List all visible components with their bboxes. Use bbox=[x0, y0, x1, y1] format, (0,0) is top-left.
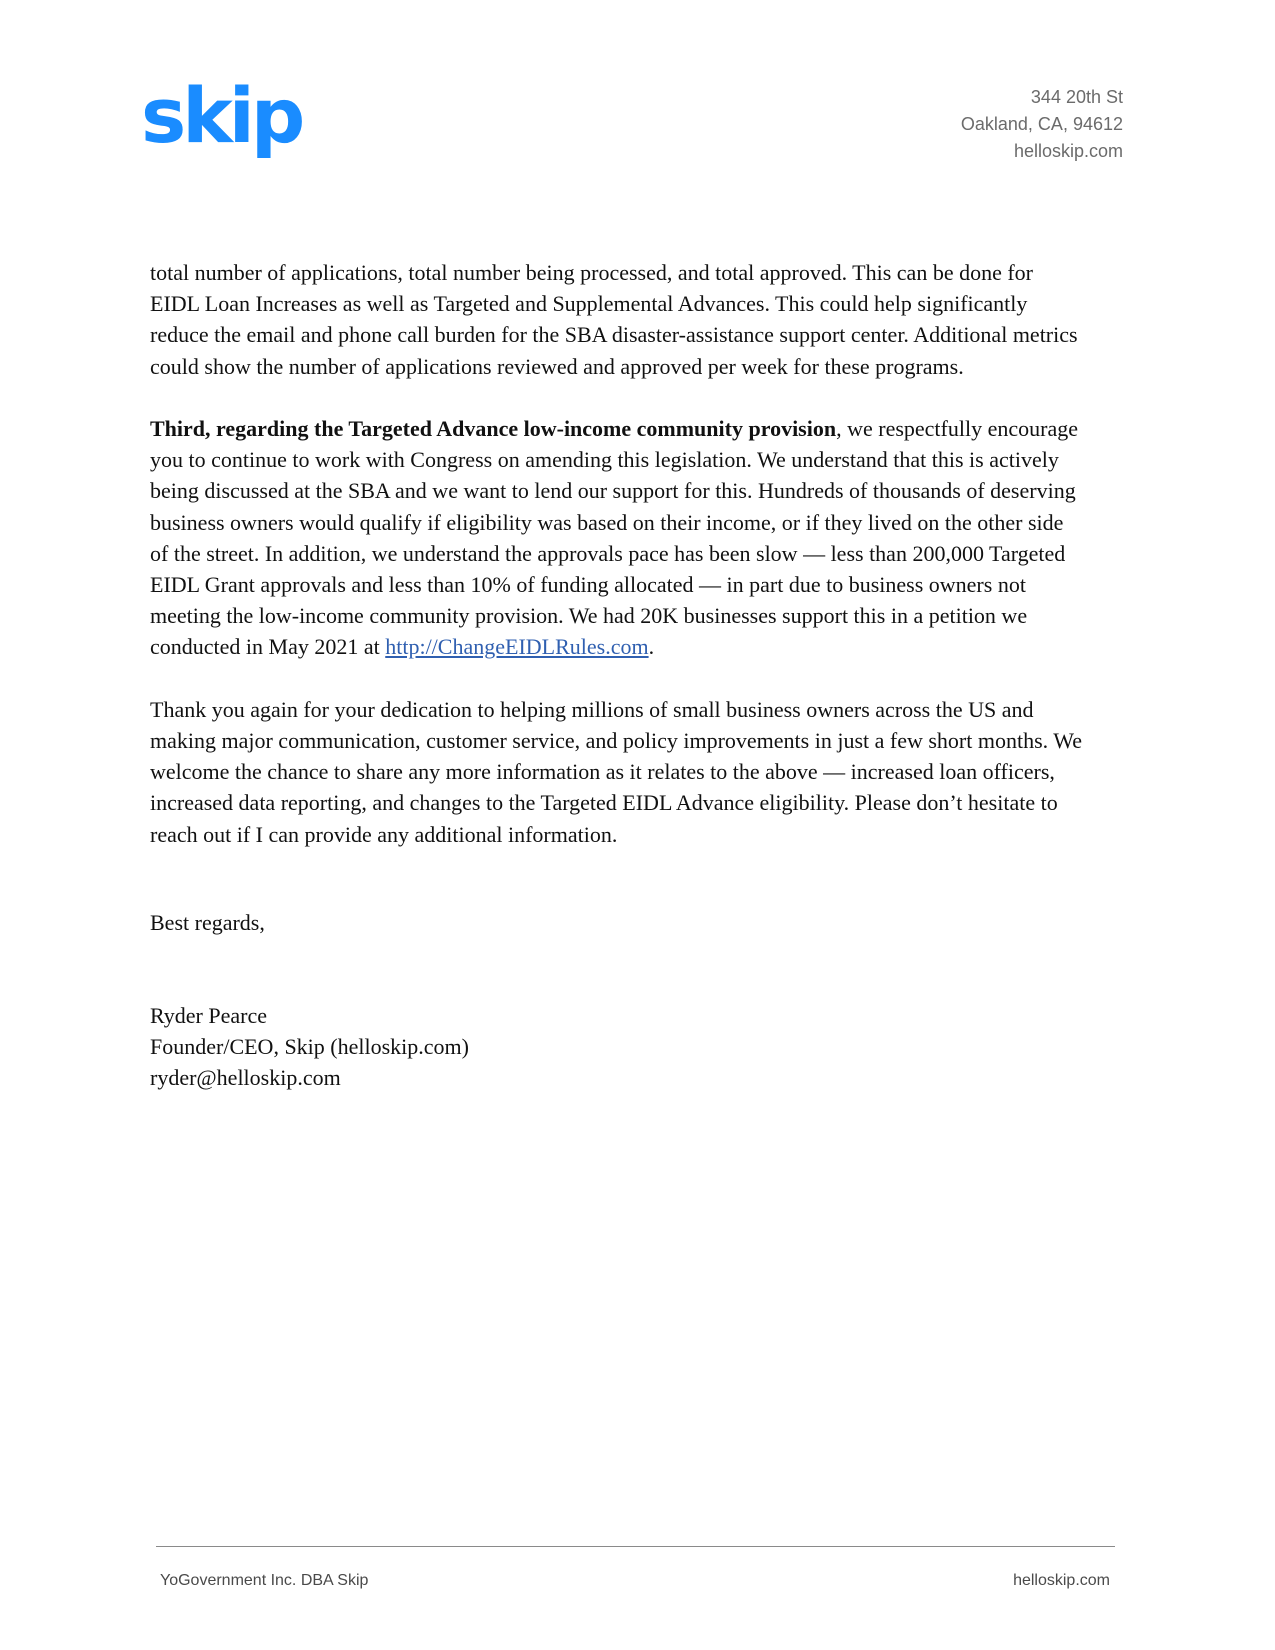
address-website: helloskip.com bbox=[1013, 141, 1123, 161]
petition-link[interactable]: http://ChangeEIDLRules.com bbox=[385, 634, 649, 660]
text-line: reduce the email and phone call burden for the SBA disaster-assistance support center. Additional metrics bbox=[150, 322, 1078, 348]
text-line: meeting the low-income community provision. We had 20K businesses support this in a petition we bbox=[150, 603, 1028, 629]
signer-title: Founder/CEO, Skip (helloskip.com) bbox=[150, 1034, 469, 1060]
signature-block bbox=[150, 1000, 469, 1094]
text-line: could show the number of applications reviewed and approved per week for these programs. bbox=[150, 353, 964, 379]
text-line: EIDL Loan Increases as well as Targeted and Supplemental Advances. This could help significantly bbox=[150, 291, 1028, 317]
signer-email: ryder@helloskip.com bbox=[150, 1065, 341, 1091]
text-line: welcome the chance to share any more information as it relates to the above — increased loan officers, bbox=[150, 759, 1055, 785]
text-fragment: . bbox=[648, 634, 655, 660]
text-line: making major communication, customer service, and policy improvements in just a few short months. We bbox=[150, 728, 1083, 754]
text-line: EIDL Grant approvals and less than 10% of funding allocated — in part due to business owners not bbox=[150, 572, 1026, 598]
text-line: being discussed at the SBA and we want to lend our support for this. Hundreds of thousands of deserving bbox=[150, 478, 1076, 504]
text-line: Thank you again for your dedication to helping millions of small business owners across the US and bbox=[150, 696, 1034, 722]
address-street: 344 20th St bbox=[1030, 87, 1123, 107]
svg-text:skip: skip bbox=[141, 82, 302, 160]
address-city: Oakland, CA, 94612 bbox=[960, 114, 1123, 134]
paragraph-metrics bbox=[150, 257, 1130, 382]
text-fragment: , we respectfully encourage bbox=[836, 416, 1078, 441]
footer-divider bbox=[156, 1546, 1115, 1547]
signoff: Best regards, bbox=[150, 910, 265, 935]
text-line: reach out if I can provide any additional information. bbox=[150, 821, 618, 847]
text-line: increased data reporting, and changes to the Targeted EIDL Advance eligibility. Please don’t hesitate to bbox=[150, 790, 1058, 816]
text-line: of the street. In addition, we understand the approvals pace has been slow — less than 200,000 Targeted bbox=[150, 540, 1066, 566]
company-address bbox=[961, 84, 1123, 165]
text-line: business owners would qualify if eligibility was based on their income, or if they lived on the other side bbox=[150, 509, 1064, 535]
paragraph-thank-you bbox=[150, 694, 1130, 850]
letter-body bbox=[150, 257, 1130, 881]
bold-lead: Third, regarding the Targeted Advance low-income community provision bbox=[150, 416, 837, 441]
text-line: you to continue to work with Congress on amending this legislation. We understand that this is actively bbox=[150, 447, 1059, 473]
text-line bbox=[150, 631, 1130, 662]
text-fragment: conducted in May 2021 at bbox=[150, 634, 386, 660]
paragraph-targeted-advance bbox=[150, 413, 1130, 663]
text-line bbox=[150, 413, 1130, 444]
text-line: total number of applications, total number being processed, and total approved. This can be done for bbox=[150, 260, 1034, 285]
skip-logo bbox=[141, 82, 331, 170]
skip-logo-icon bbox=[141, 82, 331, 170]
footer-website: helloskip.com bbox=[1013, 1572, 1110, 1589]
signer-name: Ryder Pearce bbox=[150, 1003, 268, 1028]
footer-company: YoGovernment Inc. DBA Skip bbox=[160, 1572, 369, 1589]
